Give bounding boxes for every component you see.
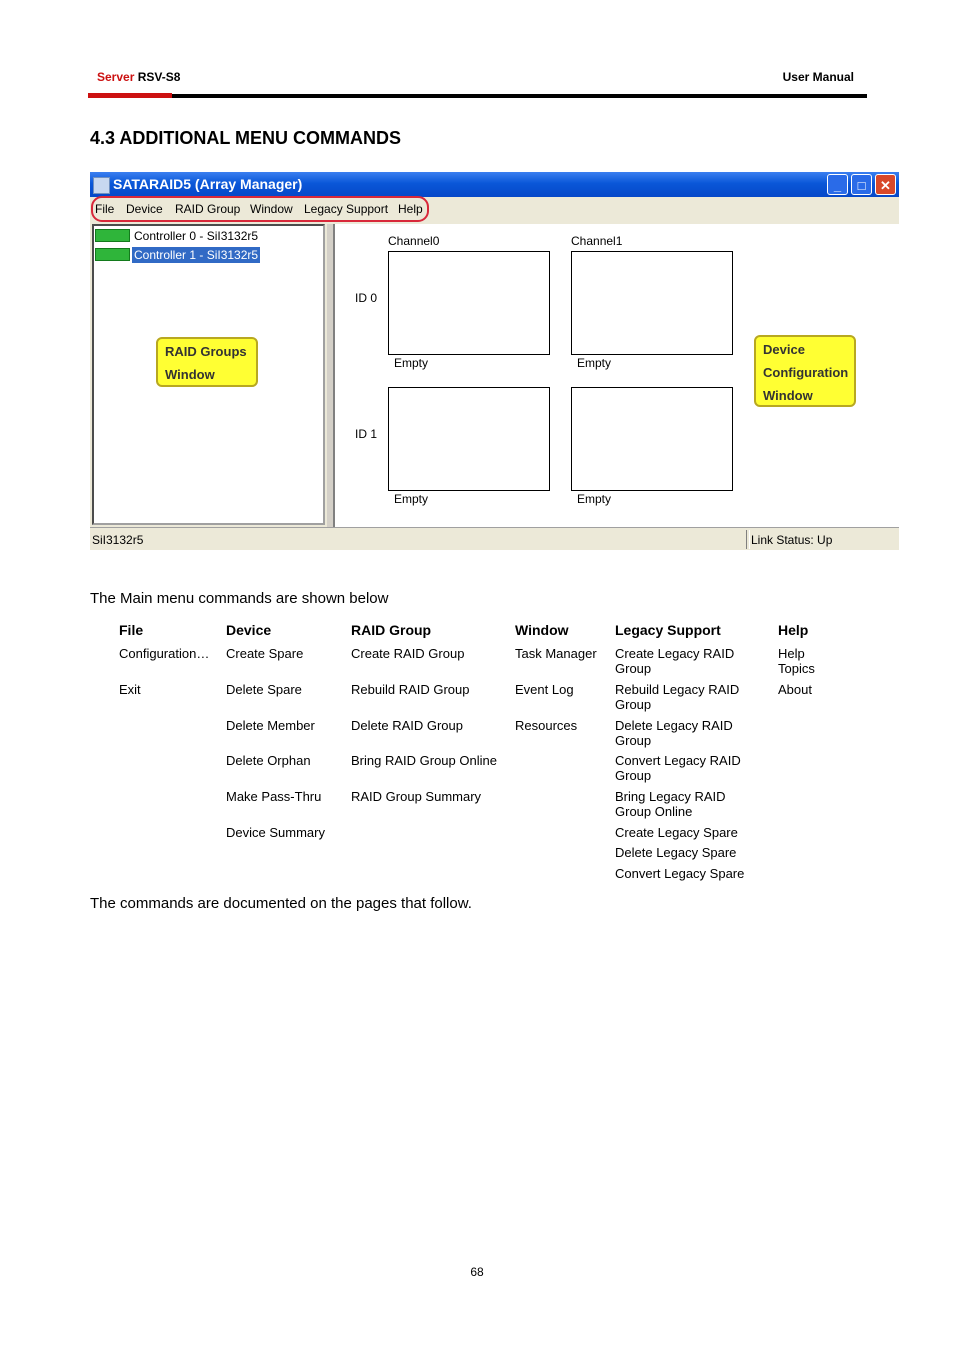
app-screenshot <box>90 172 899 550</box>
command-item: Delete Spare <box>226 682 302 697</box>
header-rule <box>172 94 867 98</box>
command-item: Rebuild RAID Group <box>351 682 470 697</box>
menu-file[interactable]: File <box>95 202 115 216</box>
status-link: Link Status: Up <box>751 533 833 547</box>
raid-groups-pane <box>92 224 325 525</box>
slot-status: Empty <box>577 492 612 506</box>
controller-icon <box>95 229 130 242</box>
menu-raid-group[interactable]: RAID Group <box>175 202 241 216</box>
device-slot[interactable] <box>388 387 550 491</box>
command-item: Rebuild Legacy RAID Group <box>615 682 740 712</box>
command-item: Event Log <box>515 682 574 697</box>
callout-line: Configuration <box>763 365 849 380</box>
command-item: Bring RAID Group Online <box>351 753 497 768</box>
command-item: Make Pass-Thru <box>226 789 322 804</box>
status-divider <box>746 530 750 549</box>
slot-status: Empty <box>394 492 429 506</box>
column-header: Help <box>778 622 809 638</box>
command-item: Configuration… <box>119 646 210 661</box>
channel-label: Channel1 <box>571 234 623 248</box>
column-header: Legacy Support <box>615 622 721 638</box>
command-item: Delete Legacy RAID Group <box>615 718 733 748</box>
header-rule-accent <box>88 93 172 98</box>
status-controller: SiI3132r5 <box>92 533 144 547</box>
outro-text: The commands are documented on the pages that follow. <box>90 895 472 912</box>
command-item: Help Topics <box>778 646 815 676</box>
window-titlebar <box>90 172 899 197</box>
command-item: Convert Legacy RAID Group <box>615 753 741 783</box>
command-item: Create Legacy RAID Group <box>615 646 735 676</box>
channel-label: Channel0 <box>388 234 440 248</box>
command-item: Exit <box>119 682 141 697</box>
menu-help[interactable]: Help <box>398 202 423 216</box>
command-item: Delete Member <box>226 718 315 733</box>
command-item: Task Manager <box>515 646 597 661</box>
device-configuration-pane <box>333 224 899 527</box>
command-item: Delete Orphan <box>226 753 311 768</box>
slot-status: Empty <box>394 356 429 370</box>
close-button[interactable]: ✕ <box>875 174 896 195</box>
command-item: Delete Legacy Spare <box>615 845 737 860</box>
app-icon <box>93 177 110 194</box>
status-bar <box>90 527 899 550</box>
header-brand: Server <box>97 70 135 84</box>
header-doc-type: User Manual <box>782 70 854 84</box>
menu-column-file <box>119 622 210 697</box>
slot-status: Empty <box>577 356 612 370</box>
device-slot[interactable] <box>571 387 733 491</box>
minimize-button[interactable]: _ <box>827 174 848 195</box>
menu-device[interactable]: Device <box>126 202 163 216</box>
id-label: ID 0 <box>355 291 378 305</box>
callout-line: Window <box>763 388 813 403</box>
section-title: 4.3 ADDITIONAL MENU COMMANDS <box>90 128 402 148</box>
callout-line: RAID Groups <box>165 344 247 359</box>
device-slot[interactable] <box>571 251 733 355</box>
column-header: Window <box>515 622 569 638</box>
command-item: Resources <box>515 718 578 733</box>
command-item: Create RAID Group <box>351 646 465 661</box>
tree-item-controller-0[interactable]: Controller 0 - SiI3132r5 <box>134 229 259 243</box>
command-item: Delete RAID Group <box>351 718 463 733</box>
device-configuration-callout <box>754 335 856 407</box>
command-item: RAID Group Summary <box>351 789 482 804</box>
device-slot[interactable] <box>388 251 550 355</box>
header-product <box>97 70 180 84</box>
command-item: About <box>778 682 812 697</box>
callout-line: Device <box>763 342 805 357</box>
column-header: File <box>119 622 144 638</box>
maximize-button[interactable]: □ <box>851 174 872 195</box>
intro-text: The Main menu commands are shown below <box>90 590 389 607</box>
id-label: ID 1 <box>355 427 378 441</box>
header-model: RSV-S8 <box>137 70 181 84</box>
tree-item-controller-1[interactable]: Controller 1 - SiI3132r5 <box>134 248 259 262</box>
menu-column-help <box>778 622 815 697</box>
menu-column-device <box>226 622 325 840</box>
raid-groups-callout <box>156 337 258 387</box>
column-header: Device <box>226 622 272 638</box>
menu-column-window <box>515 622 597 733</box>
command-item: Bring Legacy RAID Group Online <box>615 789 726 819</box>
menu-legacy-support[interactable]: Legacy Support <box>304 202 389 216</box>
menu-column-legacy-support <box>615 622 745 881</box>
page-number: 68 <box>470 1265 484 1279</box>
callout-line: Window <box>165 367 215 382</box>
command-item: Device Summary <box>226 825 325 840</box>
controller-icon <box>95 248 130 261</box>
window-title: SATARAID5 (Array Manager) <box>113 176 303 192</box>
menu-window[interactable]: Window <box>250 202 293 216</box>
column-header: RAID Group <box>351 622 432 638</box>
menu-highlight-outline <box>91 196 429 222</box>
command-item: Create Spare <box>226 646 304 661</box>
command-item: Convert Legacy Spare <box>615 866 745 881</box>
menu-column-raid-group <box>351 622 497 804</box>
command-item: Create Legacy Spare <box>615 825 738 840</box>
